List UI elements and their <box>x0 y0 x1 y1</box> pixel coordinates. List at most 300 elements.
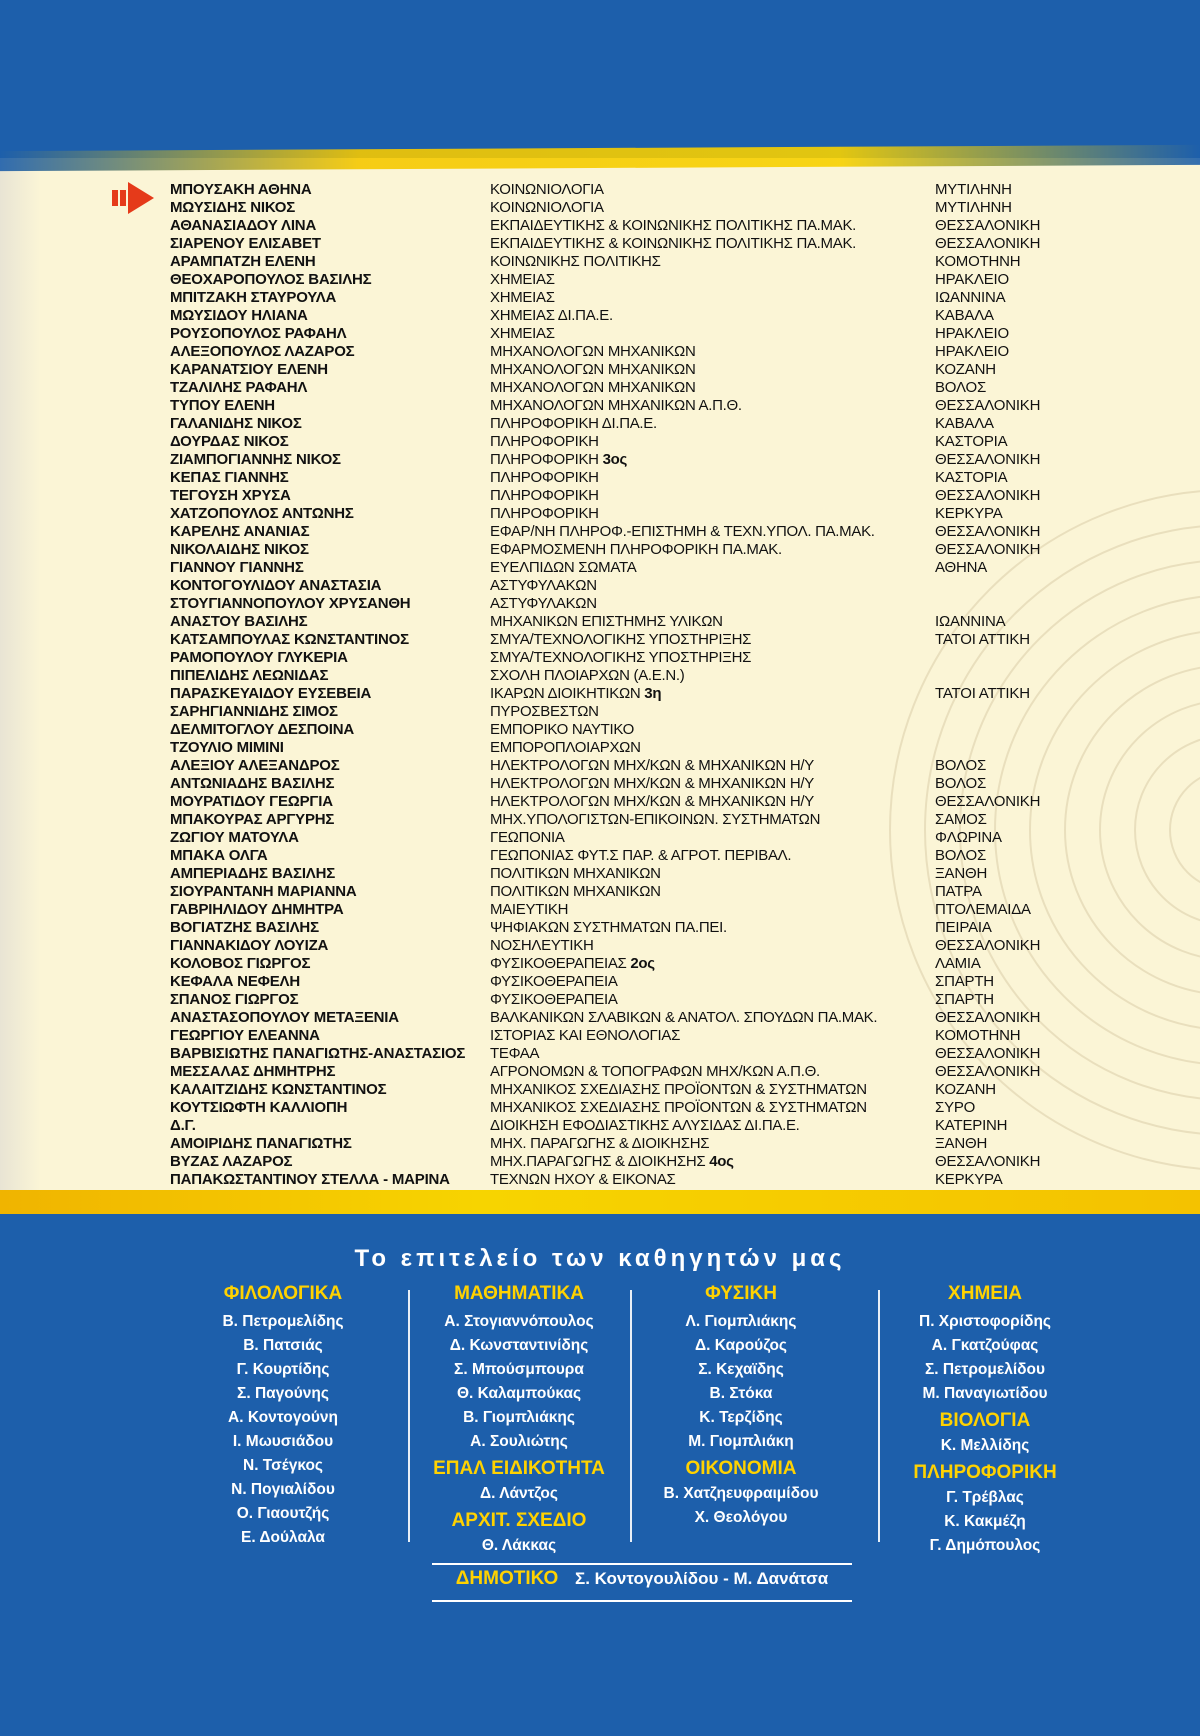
student-name: ΝΙΚΟΛΑΙΔΗΣ ΝΙΚΟΣ <box>170 541 309 558</box>
student-city <box>935 703 1135 721</box>
teacher-name: Γ. Κουρτίδης <box>236 1361 330 1378</box>
student-name: ΜΠΟΥΣΑΚΗ ΑΘΗΝΑ <box>170 181 312 198</box>
student-name: ΑΛΕΞΙΟΥ ΑΛΕΞΑΝΔΡΟΣ <box>170 757 340 774</box>
teacher-name: Σ. Μπούσμπουρα <box>454 1361 584 1378</box>
student-name: ΜΟΥΡΑΤΙΔΟΥ ΓΕΩΡΓΙΑ <box>170 793 333 810</box>
student-city: ΘΕΣΣΑΛΟΝΙΚΗ <box>935 937 1041 954</box>
department-text: ΑΣΤΥΦΥΛΑΚΩΝ <box>490 595 597 612</box>
department-text: ΦΥΣΙΚΟΘΕΡΑΠΕΙΑΣ <box>490 955 627 972</box>
teacher-name: Α. Γκατζούφας <box>931 1337 1039 1354</box>
student-city: ΤΑΤΟΙ ΑΤΤΙΚΗ <box>935 685 1030 702</box>
student-department <box>490 289 935 307</box>
student-city: ΚΟΜΟΤΗΝΗ <box>935 253 1021 270</box>
student-department <box>490 253 935 271</box>
student-department <box>490 217 935 235</box>
column-divider <box>408 1290 410 1542</box>
student-department <box>490 1009 935 1027</box>
student-row <box>170 271 1170 289</box>
student-row <box>170 325 1170 343</box>
department-text: ΠΥΡΟΣΒΕΣΤΩΝ <box>490 703 599 720</box>
department-text: ΕΚΠΑΙΔΕΥΤΙΚΗΣ & ΚΟΙΝΩΝΙΚΗΣ ΠΟΛΙΤΙΚΗΣ ΠΑ.ΜΑΚ. <box>490 217 857 234</box>
department-text: ΜΗΧΑΝΟΛΟΓΩΝ ΜΗΧΑΝΙΚΩΝ <box>490 361 696 378</box>
student-city: ΗΡΑΚΛΕΙΟ <box>935 271 1009 288</box>
student-department <box>490 451 935 469</box>
student-department <box>490 1027 935 1045</box>
student-city: ΣΑΜΟΣ <box>935 811 987 828</box>
student-row <box>170 649 1170 667</box>
department-text: ΜΗΧΑΝΟΛΟΓΩΝ ΜΗΧΑΝΙΚΩΝ Α.Π.Θ. <box>490 397 742 414</box>
student-city: ΘΕΣΣΑΛΟΝΙΚΗ <box>935 235 1041 252</box>
teacher-name: Κ. Κακμέζη <box>944 1513 1026 1530</box>
student-row <box>170 847 1170 865</box>
student-name: ΚΕΦΑΛΑ ΝΕΦΕΛΗ <box>170 973 300 990</box>
department-text: ΦΥΣΙΚΟΘΕΡΑΠΕΙΑ <box>490 991 618 1008</box>
student-name: ΜΠΙΤΖΑΚΗ ΣΤΑΥΡΟΥΛΑ <box>170 289 337 306</box>
department-text: ΕΦΑΡΜΟΣΜΕΝΗ ΠΛΗΡΟΦΟΡΙΚΗ ΠΑ.ΜΑΚ. <box>490 541 782 558</box>
student-department <box>490 415 935 433</box>
teacher-name: Θ. Καλαμπούκας <box>456 1385 582 1402</box>
student-city: ΘΕΣΣΑΛΟΝΙΚΗ <box>935 1063 1041 1080</box>
student-row <box>170 1009 1170 1027</box>
staff-column-philology <box>178 1282 388 1550</box>
department-text: ΠΛΗΡΟΦΟΡΙΚΗ ΔΙ.ΠΑ.Ε. <box>490 415 657 432</box>
teacher-name: Ε. Δούλαλα <box>241 1529 325 1546</box>
student-city: ΚΟΜΟΤΗΝΗ <box>935 1027 1021 1044</box>
student-city: ΛΑΜΙΑ <box>935 955 981 972</box>
department-text: ΙΚΑΡΩΝ ΔΙΟΙΚΗΤΙΚΩΝ <box>490 685 641 702</box>
department-text: ΝΟΣΗΛΕΥΤΙΚΗ <box>490 937 594 954</box>
student-city: ΜΥΤΙΛΗΝΗ <box>935 181 1012 198</box>
student-department <box>490 721 935 739</box>
student-row <box>170 433 1170 451</box>
staff-column-physics <box>636 1282 846 1530</box>
student-name: ΓΑΛΑΝΙΔΗΣ ΝΙΚΟΣ <box>170 415 302 432</box>
student-name: ΣΑΡΗΓΙΑΝΝΙΔΗΣ ΣΙΜΟΣ <box>170 703 338 720</box>
teacher-name: Σ. Πετρομελίδου <box>924 1361 1046 1378</box>
student-name: ΒΥΖΑΣ ΛΑΖΑΡΟΣ <box>170 1153 293 1170</box>
student-city <box>935 667 1135 685</box>
student-row <box>170 667 1170 685</box>
student-department <box>490 811 935 829</box>
teacher-name: Β. Χατζηευφραιμίδου <box>663 1485 819 1502</box>
student-row <box>170 631 1170 649</box>
student-department <box>490 955 935 973</box>
department-text: ΑΣΤΥΦΥΛΑΚΩΝ <box>490 577 597 594</box>
dimotiko-label: ΔΗΜΟΤΙΚΟ <box>455 1568 559 1589</box>
department-text: ΕΥΕΛΠΙΔΩΝ ΣΩΜΑΤΑ <box>490 559 637 576</box>
student-name: ΑΛΕΞΟΠΟΥΛΟΣ ΛΑΖΑΡΟΣ <box>170 343 355 360</box>
dimotiko-row <box>432 1568 852 1590</box>
student-city: ΒΟΛΟΣ <box>935 847 987 864</box>
student-department <box>490 433 935 451</box>
student-city: ΚΟΖΑΝΗ <box>935 361 996 378</box>
student-row <box>170 235 1170 253</box>
student-row <box>170 253 1170 271</box>
student-name: ΒΑΡΒΙΣΙΩΤΗΣ ΠΑΝΑΓΙΩΤΗΣ-ΑΝΑΣΤΑΣΙΟΣ <box>170 1045 466 1062</box>
student-department <box>490 1081 935 1099</box>
arrow-icon <box>112 178 156 218</box>
student-department <box>490 1045 935 1063</box>
student-name: ΧΑΤΖΟΠΟΥΛΟΣ ΑΝΤΩΝΗΣ <box>170 505 354 522</box>
department-text: ΑΓΡΟΝΟΜΩΝ & ΤΟΠΟΓΡΑΦΩΝ ΜΗΧ/ΚΩΝ Α.Π.Θ. <box>490 1063 820 1080</box>
student-department <box>490 181 935 199</box>
department-text: ΗΛΕΚΤΡΟΛΟΓΩΝ ΜΗΧ/ΚΩΝ & ΜΗΧΑΝΙΚΩΝ Η/Υ <box>490 775 814 792</box>
teacher-name: Ν. Πογιαλίδου <box>231 1481 335 1498</box>
student-row <box>170 199 1170 217</box>
student-department <box>490 991 935 1009</box>
department-text: ΠΛΗΡΟΦΟΡΙΚΗ <box>490 487 599 504</box>
student-city: ΘΕΣΣΑΛΟΝΙΚΗ <box>935 487 1041 504</box>
student-name: ΘΕΟΧΑΡΟΠΟΥΛΟΣ ΒΑΣΙΛΗΣ <box>170 271 372 288</box>
student-name: ΓΑΒΡΙΗΛΙΔΟΥ ΔΗΜΗΤΡΑ <box>170 901 344 918</box>
student-row <box>170 1063 1170 1081</box>
student-city: ΚΑΤΕΡΙΝΗ <box>935 1117 1008 1134</box>
department-text: ΠΛΗΡΟΦΟΡΙΚΗ <box>490 451 599 468</box>
student-department <box>490 199 935 217</box>
yellow-stripe-bottom <box>0 1190 1200 1214</box>
department-text: ΦΥΣΙΚΟΘΕΡΑΠΕΙΑ <box>490 973 618 990</box>
student-name: ΣΤΟΥΓΙΑΝΝΟΠΟΥΛΟΥ ΧΡΥΣΑΝΘΗ <box>170 595 411 612</box>
department-text: ΠΛΗΡΟΦΟΡΙΚΗ <box>490 505 599 522</box>
student-department <box>490 1171 935 1189</box>
student-name: ΔΕΛΜΙΤΟΓΛΟΥ ΔΕΣΠΟΙΝΑ <box>170 721 354 738</box>
student-city: ΒΟΛΟΣ <box>935 757 987 774</box>
department-text: ΧΗΜΕΙΑΣ <box>490 325 555 342</box>
student-department <box>490 703 935 721</box>
student-department <box>490 649 935 667</box>
student-department <box>490 487 935 505</box>
rank-badge: 4ος <box>709 1153 734 1170</box>
department-text: ΣΜΥΑ/ΤΕΧΝΟΛΟΓΙΚΗΣ ΥΠΟΣΤΗΡΙΞΗΣ <box>490 649 752 666</box>
teacher-name: Κ. Τερζίδης <box>699 1409 783 1426</box>
teacher-name: Ι. Μωυσιάδου <box>232 1433 334 1450</box>
student-department <box>490 271 935 289</box>
subject-heading: ΑΡΧΙΤ. ΣΧΕΔΙΟ <box>451 1510 587 1531</box>
student-row <box>170 883 1170 901</box>
student-department <box>490 379 935 397</box>
student-row <box>170 901 1170 919</box>
student-name: ΤΖΑΛΙΛΗΣ ΡΑΦΑΗΛ <box>170 379 308 396</box>
department-text: ΧΗΜΕΙΑΣ ΔΙ.ΠΑ.Ε. <box>490 307 613 324</box>
student-name: ΑΘΑΝΑΣΙΑΔΟΥ ΛΙΝΑ <box>170 217 317 234</box>
student-name: ΖΩΓΙΟΥ ΜΑΤΟΥΛΑ <box>170 829 299 846</box>
department-text: ΜΗΧ. ΠΑΡΑΓΩΓΗΣ & ΔΙΟΙΚΗΣΗΣ <box>490 1135 710 1152</box>
teacher-name: Κ. Μελλίδης <box>940 1437 1030 1454</box>
subject-heading: ΕΠΑΛ ΕΙΔΙΚΟΤΗΤΑ <box>433 1458 605 1479</box>
department-text: ΜΗΧΑΝΟΛΟΓΩΝ ΜΗΧΑΝΙΚΩΝ <box>490 379 696 396</box>
student-name: ΖΙΑΜΠΟΓΙΑΝΝΗΣ ΝΙΚΟΣ <box>170 451 341 468</box>
student-row <box>170 307 1170 325</box>
department-text: ΓΕΩΠΟΝΙΑ <box>490 829 565 846</box>
student-city: ΣΠΑΡΤΗ <box>935 973 994 990</box>
student-row <box>170 487 1170 505</box>
student-city: ΘΕΣΣΑΛΟΝΙΚΗ <box>935 541 1041 558</box>
student-row <box>170 757 1170 775</box>
dimotiko-teachers: Σ. Κοντογουλίδου - Μ. Δανάτσα <box>575 1569 829 1588</box>
student-department <box>490 343 935 361</box>
student-department <box>490 577 935 595</box>
teacher-name: Δ. Κωνσταντινίδης <box>449 1337 589 1354</box>
department-text: ΜΗΧΑΝΙΚΩΝ ΕΠΙΣΤΗΜΗΣ ΥΛΙΚΩΝ <box>490 613 723 630</box>
student-results-list <box>170 181 1170 1189</box>
department-text: ΜΗΧ.ΥΠΟΛΟΓΙΣΤΩΝ-ΕΠΙΚΟΙΝΩΝ. ΣΥΣΤΗΜΑΤΩΝ <box>490 811 821 828</box>
student-row <box>170 577 1170 595</box>
department-text: ΔΙΟΙΚΗΣΗ ΕΦΟΔΙΑΣΤΙΚΗΣ ΑΛΥΣΙΔΑΣ ΔΙ.ΠΑ.Ε. <box>490 1117 800 1134</box>
department-text: ΚΟΙΝΩΝΙΟΛΟΓΙΑ <box>490 199 604 216</box>
teacher-name: Σ. Παγούνης <box>237 1385 329 1402</box>
student-city: ΘΕΣΣΑΛΟΝΙΚΗ <box>935 523 1041 540</box>
student-department <box>490 937 935 955</box>
student-department <box>490 613 935 631</box>
student-name: ΓΙΑΝΝΟΥ ΓΙΑΝΝΗΣ <box>170 559 304 576</box>
student-name: ΚΑΡΑΝΑΤΣΙΟΥ ΕΛΕΝΗ <box>170 361 328 378</box>
student-department <box>490 631 935 649</box>
teacher-name: Δ. Καρούζος <box>695 1337 787 1354</box>
student-department <box>490 847 935 865</box>
student-row <box>170 1027 1170 1045</box>
student-department <box>490 667 935 685</box>
student-name: ΚΑΛΑΙΤΖΙΔΗΣ ΚΩΝΣΤΑΝΤΙΝΟΣ <box>170 1081 387 1098</box>
dimotiko-top-rule <box>432 1563 852 1565</box>
student-department <box>490 397 935 415</box>
student-row <box>170 685 1170 703</box>
student-row <box>170 505 1170 523</box>
student-city: ΘΕΣΣΑΛΟΝΙΚΗ <box>935 397 1041 414</box>
student-row <box>170 181 1170 199</box>
student-name: ΠΑΠΑΚΩΣΤΑΝΤΙΝΟΥ ΣΤΕΛΛΑ - ΜΑΡΙΝΑ <box>170 1171 450 1188</box>
student-row <box>170 865 1170 883</box>
student-row <box>170 955 1170 973</box>
teacher-name: Α. Στογιαννόπουλος <box>444 1313 594 1330</box>
student-row <box>170 613 1170 631</box>
student-city: ΚΑΒΑΛΑ <box>935 307 994 324</box>
student-city: ΙΩΑΝΝΙΝΑ <box>935 289 1006 306</box>
student-row <box>170 289 1170 307</box>
student-row <box>170 739 1170 757</box>
student-city: ΦΛΩΡΙΝΑ <box>935 829 1002 846</box>
student-name: ΚΟΥΤΣΙΩΦΤΗ ΚΑΛΛΙΟΠΗ <box>170 1099 348 1116</box>
student-row <box>170 451 1170 469</box>
student-name: ΚΕΠΑΣ ΓΙΑΝΝΗΣ <box>170 469 289 486</box>
student-name: ΜΩΥΣΙΔΟΥ ΗΛΙΑΝΑ <box>170 307 308 324</box>
student-name: ΒΟΓΙΑΤΖΗΣ ΒΑΣΙΛΗΣ <box>170 919 319 936</box>
teacher-name: Β. Πατσιάς <box>243 1337 323 1354</box>
student-city <box>935 577 1135 595</box>
student-city: ΗΡΑΚΛΕΙΟ <box>935 343 1009 360</box>
student-name: ΚΟΛΟΒΟΣ ΓΙΩΡΓΟΣ <box>170 955 311 972</box>
student-city: ΠΑΤΡΑ <box>935 883 982 900</box>
department-text: ΜΗΧ.ΠΑΡΑΓΩΓΗΣ & ΔΙΟΙΚΗΣΗΣ <box>490 1153 706 1170</box>
student-name: ΠΙΠΕΛΙΔΗΣ ΛΕΩΝΙΔΑΣ <box>170 667 329 684</box>
student-name: ΑΝΤΩΝΙΑΔΗΣ ΒΑΣΙΛΗΣ <box>170 775 335 792</box>
department-text: ΕΚΠΑΙΔΕΥΤΙΚΗΣ & ΚΟΙΝΩΝΙΚΗΣ ΠΟΛΙΤΙΚΗΣ ΠΑ.ΜΑΚ. <box>490 235 857 252</box>
department-text: ΚΟΙΝΩΝΙΚΗΣ ΠΟΛΙΤΙΚΗΣ <box>490 253 661 270</box>
department-text: ΧΗΜΕΙΑΣ <box>490 271 555 288</box>
student-name: ΚΟΝΤΟΓΟΥΛΙΔΟΥ ΑΝΑΣΤΑΣΙΑ <box>170 577 382 594</box>
student-department <box>490 901 935 919</box>
student-name: ΚΑΤΣΑΜΠΟΥΛΑΣ ΚΩΝΣΤΑΝΤΙΝΟΣ <box>170 631 409 648</box>
student-city: ΞΑΝΘΗ <box>935 1135 988 1152</box>
department-text: ΧΗΜΕΙΑΣ <box>490 289 555 306</box>
teacher-name: Β. Γιομπλιάκης <box>463 1409 575 1426</box>
student-row <box>170 415 1170 433</box>
student-department <box>490 757 935 775</box>
teacher-name: Θ. Λάκκας <box>481 1537 557 1554</box>
department-text: ΠΛΗΡΟΦΟΡΙΚΗ <box>490 433 599 450</box>
student-department <box>490 919 935 937</box>
teacher-name: Α. Σουλιώτης <box>470 1433 568 1450</box>
student-department <box>490 685 935 703</box>
subject-heading: ΒΙΟΛΟΓΙΑ <box>939 1410 1031 1431</box>
student-name: ΣΠΑΝΟΣ ΓΙΩΡΓΟΣ <box>170 991 299 1008</box>
student-department <box>490 235 935 253</box>
student-city: ΚΑΣΤΟΡΙΑ <box>935 469 1008 486</box>
student-city: ΚΑΣΤΟΡΙΑ <box>935 433 1008 450</box>
student-city: ΘΕΣΣΑΛΟΝΙΚΗ <box>935 1153 1041 1170</box>
column-divider <box>630 1290 632 1542</box>
student-row <box>170 919 1170 937</box>
student-city <box>935 739 1135 757</box>
student-department <box>490 793 935 811</box>
department-text: ΜΗΧΑΝΙΚΟΣ ΣΧΕΔΙΑΣΗΣ ΠΡΟΪΟΝΤΩΝ & ΣΥΣΤΗΜΑΤΩΝ <box>490 1081 867 1098</box>
student-row <box>170 793 1170 811</box>
department-text: ΗΛΕΚΤΡΟΛΟΓΩΝ ΜΗΧ/ΚΩΝ & ΜΗΧΑΝΙΚΩΝ Η/Υ <box>490 757 814 774</box>
student-city: ΘΕΣΣΑΛΟΝΙΚΗ <box>935 793 1041 810</box>
student-row <box>170 397 1170 415</box>
teacher-name: Μ. Παναγιωτίδου <box>922 1385 1048 1402</box>
teacher-name: Σ. Κεχαϊδης <box>698 1361 784 1378</box>
student-row <box>170 469 1170 487</box>
student-row <box>170 721 1170 739</box>
department-text: ΠΛΗΡΟΦΟΡΙΚΗ <box>490 469 599 486</box>
department-text: ΤΕΦΑΑ <box>490 1045 540 1062</box>
teacher-name: Μ. Γιομπλιάκη <box>688 1433 794 1450</box>
student-city: ΚΑΒΑΛΑ <box>935 415 994 432</box>
student-city: ΙΩΑΝΝΙΝΑ <box>935 613 1006 630</box>
student-department <box>490 595 935 613</box>
department-text: ΣΧΟΛΗ ΠΛΟΙΑΡΧΩΝ (Α.Ε.Ν.) <box>490 667 685 684</box>
student-row <box>170 1117 1170 1135</box>
teacher-name: Α. Κοντογούνη <box>228 1409 338 1426</box>
department-text: ΓΕΩΠΟΝΙΑΣ ΦΥΤ.Σ ΠΑΡ. & ΑΓΡΟΤ. ΠΕΡΙΒΑΛ. <box>490 847 792 864</box>
student-row <box>170 217 1170 235</box>
department-text: ΣΜΥΑ/ΤΕΧΝΟΛΟΓΙΚΗΣ ΥΠΟΣΤΗΡΙΞΗΣ <box>490 631 752 648</box>
department-text: ΕΦΑΡ/ΝΗ ΠΛΗΡΟΦ.-ΕΠΙΣΤΗΜΗ & ΤΕΧΝ.ΥΠΟΛ. ΠΑ.ΜΑΚ. <box>490 523 875 540</box>
teacher-name: Β. Πετρομελίδης <box>222 1313 344 1330</box>
teacher-name: Β. Στόκα <box>709 1385 773 1402</box>
subject-heading: ΟΙΚΟΝΟΜΙΑ <box>685 1458 797 1479</box>
student-department <box>490 1153 935 1171</box>
student-department <box>490 505 935 523</box>
student-name: Δ.Γ. <box>170 1117 196 1134</box>
student-city: ΤΑΤΟΙ ΑΤΤΙΚΗ <box>935 631 1030 648</box>
student-name: ΔΟΥΡΔΑΣ ΝΙΚΟΣ <box>170 433 289 450</box>
student-city: ΘΕΣΣΑΛΟΝΙΚΗ <box>935 1045 1041 1062</box>
student-name: ΑΡΑΜΠΑΤΖΗ ΕΛΕΝΗ <box>170 253 316 270</box>
student-department <box>490 775 935 793</box>
teacher-name: Ο. Γιαουτζής <box>236 1505 330 1522</box>
student-row <box>170 523 1170 541</box>
student-name: ΓΕΩΡΓΙΟΥ ΕΛΕΑΝΝΑ <box>170 1027 320 1044</box>
student-row <box>170 829 1170 847</box>
subject-heading: ΦΙΛΟΛΟΓΙΚΑ <box>223 1283 343 1304</box>
subject-heading: ΧΗΜΕΙΑ <box>948 1283 1022 1304</box>
student-name: ΠΑΡΑΣΚΕΥΑΙΔΟΥ ΕΥΣΕΒΕΙΑ <box>170 685 372 702</box>
student-city: ΑΘΗΝΑ <box>935 559 988 576</box>
student-row <box>170 361 1170 379</box>
department-text: ΒΑΛΚΑΝΙΚΩΝ ΣΛΑΒΙΚΩΝ & ΑΝΑΤΟΛ. ΣΠΟΥΔΩΝ ΠΑ.ΜΑΚ. <box>490 1009 878 1026</box>
student-department <box>490 1135 935 1153</box>
student-row <box>170 1153 1170 1171</box>
teacher-name: Δ. Λάντζος <box>480 1485 558 1502</box>
student-department <box>490 361 935 379</box>
student-name: ΓΙΑΝΝΑΚΙΔΟΥ ΛΟΥΙΖΑ <box>170 937 329 954</box>
department-text: ΚΟΙΝΩΝΙΟΛΟΓΙΑ <box>490 181 604 198</box>
student-city: ΠΕΙΡΑΙΑ <box>935 919 992 936</box>
rank-badge: 3η <box>644 685 662 702</box>
student-row <box>170 1099 1170 1117</box>
student-city: ΒΟΛΟΣ <box>935 379 987 396</box>
subject-heading: ΦΥΣΙΚΗ <box>705 1283 777 1304</box>
department-text: ΙΣΤΟΡΙΑΣ ΚΑΙ ΕΘΝΟΛΟΓΙΑΣ <box>490 1027 681 1044</box>
student-row <box>170 379 1170 397</box>
department-text: ΜΗΧΑΝΟΛΟΓΩΝ ΜΗΧΑΝΙΚΩΝ <box>490 343 696 360</box>
department-text: ΕΜΠΟΡΟΠΛΟΙΑΡΧΩΝ <box>490 739 641 756</box>
teacher-name: Γ. Τρέβλας <box>946 1489 1024 1506</box>
student-name: ΜΕΣΣΑΛΑΣ ΔΗΜΗΤΡΗΣ <box>170 1063 336 1080</box>
student-city: ΣΥΡΟ <box>935 1099 976 1116</box>
student-department <box>490 829 935 847</box>
teacher-name: Λ. Γιομπλιάκης <box>685 1313 797 1330</box>
teacher-name: Γ. Δημόπουλος <box>929 1537 1041 1554</box>
student-department <box>490 865 935 883</box>
student-row <box>170 541 1170 559</box>
student-department <box>490 1099 935 1117</box>
student-name: ΤΥΠΟΥ ΕΛΕΝΗ <box>170 397 275 414</box>
student-row <box>170 937 1170 955</box>
student-name: ΚΑΡΕΛΗΣ ΑΝΑΝΙΑΣ <box>170 523 310 540</box>
student-name: ΡΑΜΟΠΟΥΛΟΥ ΓΛΥΚΕΡΙΑ <box>170 649 348 666</box>
subject-heading: ΠΛΗΡΟΦΟΡΙΚΗ <box>913 1462 1057 1483</box>
dimotiko-bottom-rule <box>432 1600 852 1602</box>
student-city <box>935 649 1135 667</box>
department-text: ΤΕΧΝΩΝ ΗΧΟΥ & ΕΙΚΟΝΑΣ <box>490 1171 676 1188</box>
student-department <box>490 307 935 325</box>
student-row <box>170 811 1170 829</box>
rank-badge: 3ος <box>602 451 627 468</box>
student-name: ΑΜΟΙΡΙΔΗΣ ΠΑΝΑΓΙΩΤΗΣ <box>170 1135 352 1152</box>
student-department <box>490 883 935 901</box>
department-text: ΗΛΕΚΤΡΟΛΟΓΩΝ ΜΗΧ/ΚΩΝ & ΜΗΧΑΝΙΚΩΝ Η/Υ <box>490 793 814 810</box>
student-city: ΗΡΑΚΛΕΙΟ <box>935 325 1009 342</box>
department-text: ΠΟΛΙΤΙΚΩΝ ΜΗΧΑΝΙΚΩΝ <box>490 883 661 900</box>
student-row <box>170 775 1170 793</box>
student-city <box>935 595 1135 613</box>
student-name: ΜΩΥΣΙΔΗΣ ΝΙΚΟΣ <box>170 199 296 216</box>
student-name: ΤΕΓΟΥΣΗ ΧΡΥΣΑ <box>170 487 291 504</box>
student-name: ΣΙΑΡΕΝΟΥ ΕΛΙΣΑΒΕΤ <box>170 235 321 252</box>
student-row <box>170 1045 1170 1063</box>
student-department <box>490 325 935 343</box>
student-department <box>490 1117 935 1135</box>
teacher-name: Χ. Θεολόγου <box>694 1509 788 1526</box>
student-name: ΜΠΑΚΟΥΡΑΣ ΑΡΓΥΡΗΣ <box>170 811 335 828</box>
student-row <box>170 559 1170 577</box>
student-city: ΘΕΣΣΑΛΟΝΙΚΗ <box>935 1009 1041 1026</box>
student-department <box>490 559 935 577</box>
student-name: ΤΖΟΥΛΙΟ ΜΙΜΙΝΙ <box>170 739 284 756</box>
student-city <box>935 721 1135 739</box>
